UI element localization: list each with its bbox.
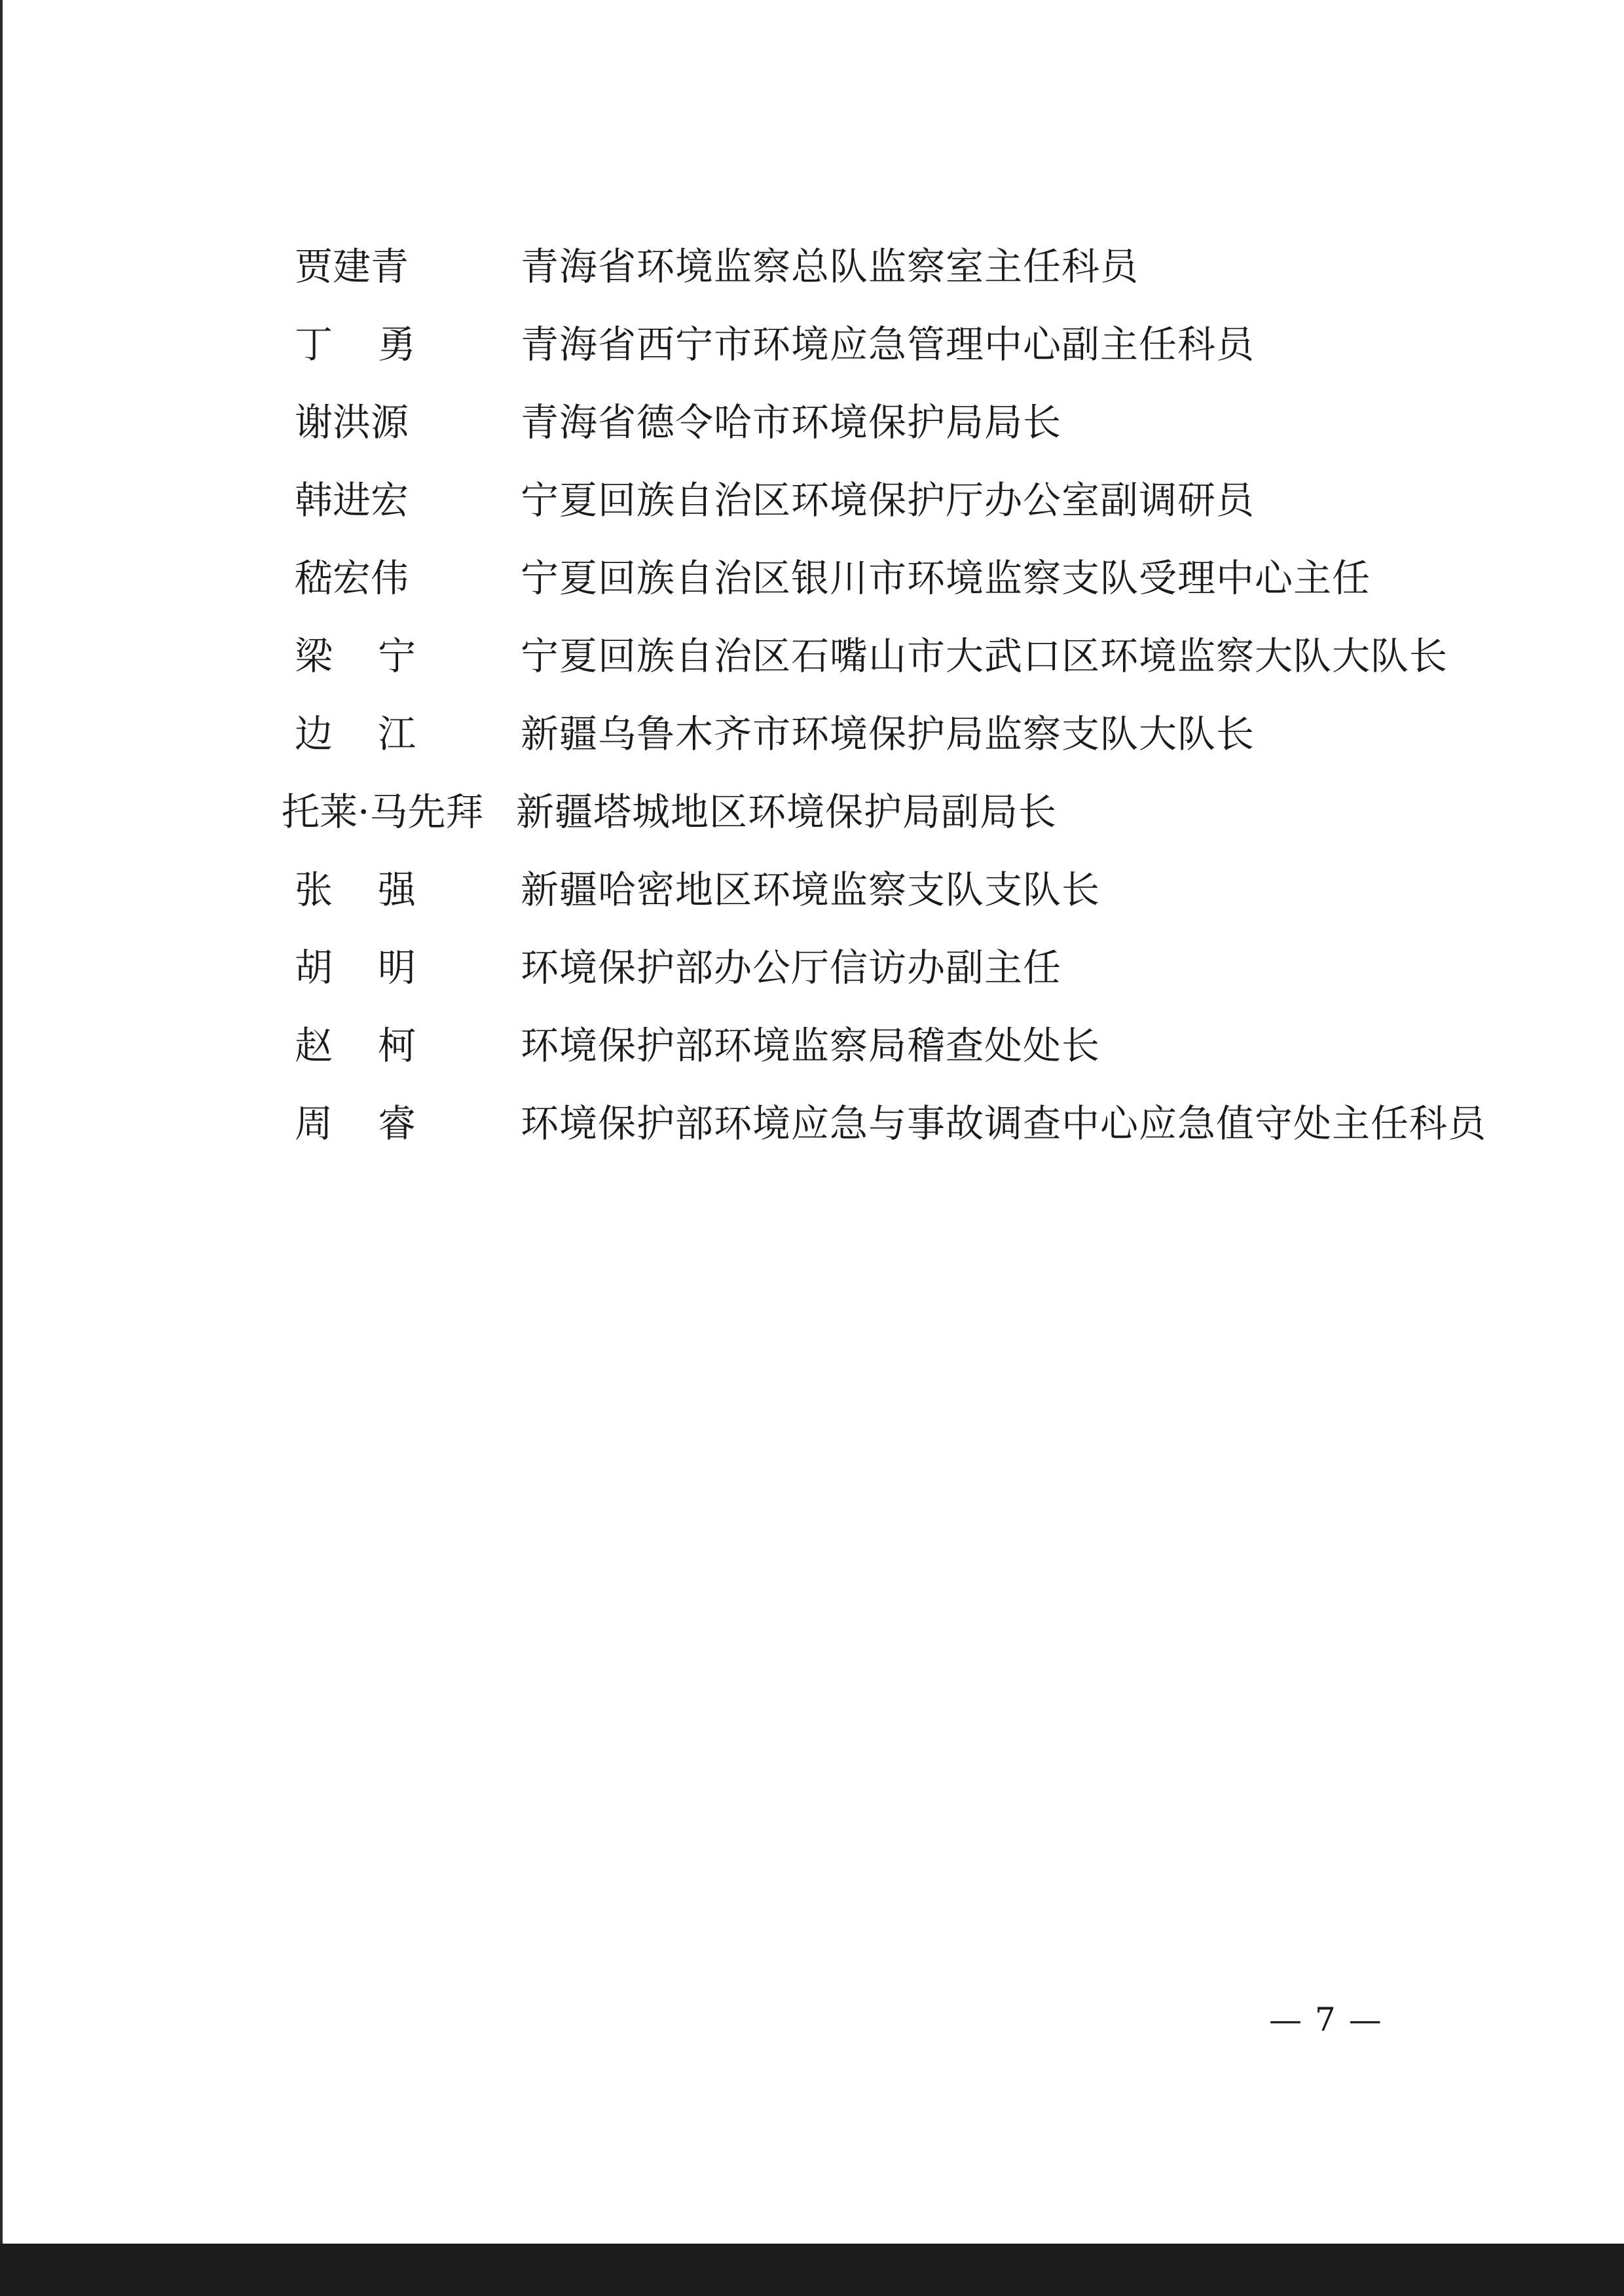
list-item [0,789,1624,867]
list-item [0,399,1624,477]
personnel-list [0,244,1624,1178]
person-name: 丁勇 [295,322,416,367]
person-title: 环境保护部环境应急与事故调查中心应急值守处主任科员 [521,1101,1487,1146]
list-item [0,867,1624,945]
person-title: 环境保护部环境监察局稽查处处长 [521,1023,1101,1068]
list-item [0,1023,1624,1101]
person-name: 贾建青 [295,244,409,289]
list-item [0,945,1624,1023]
person-name: 周睿 [295,1101,416,1146]
person-title: 环境保护部办公厅信访办副主任 [521,945,1062,990]
person-title: 青海省西宁市环境应急管理中心副主任科员 [521,322,1255,367]
scan-bottom-band [0,2244,1624,2296]
person-title: 新疆塔城地区环境保护局副局长 [516,790,1058,834]
person-title: 宁夏回族自治区石嘴山市大武口区环境监察大队大队长 [521,634,1449,678]
page-number: — 7 — [1269,2001,1383,2039]
list-item [0,244,1624,321]
list-item [0,321,1624,399]
list-item [0,1101,1624,1178]
person-name: 梁宁 [295,634,416,678]
person-title: 新疆哈密地区环境监察支队支队长 [521,867,1101,912]
person-name: 托莱·马先拜 [282,790,484,834]
list-item [0,555,1624,633]
person-title: 青海省德令哈市环境保护局局长 [521,400,1062,445]
person-title: 新疆乌鲁木齐市环境保护局监察支队大队长 [521,712,1255,756]
person-title: 青海省环境监察总队监察室主任科员 [521,244,1139,289]
person-title: 宁夏回族自治区银川市环境监察支队受理中心主任 [521,556,1371,600]
person-name: 谢洪源 [295,400,409,445]
person-name: 张强 [295,867,416,912]
person-name: 嵇宏伟 [295,556,409,600]
person-title: 宁夏回族自治区环境保护厅办公室副调研员 [521,478,1255,522]
list-item [0,477,1624,555]
list-item [0,633,1624,711]
person-name: 韩进宏 [295,478,409,522]
list-item [0,711,1624,789]
person-name: 胡明 [295,945,416,990]
person-name: 边江 [295,712,416,756]
person-name: 赵柯 [295,1023,416,1068]
